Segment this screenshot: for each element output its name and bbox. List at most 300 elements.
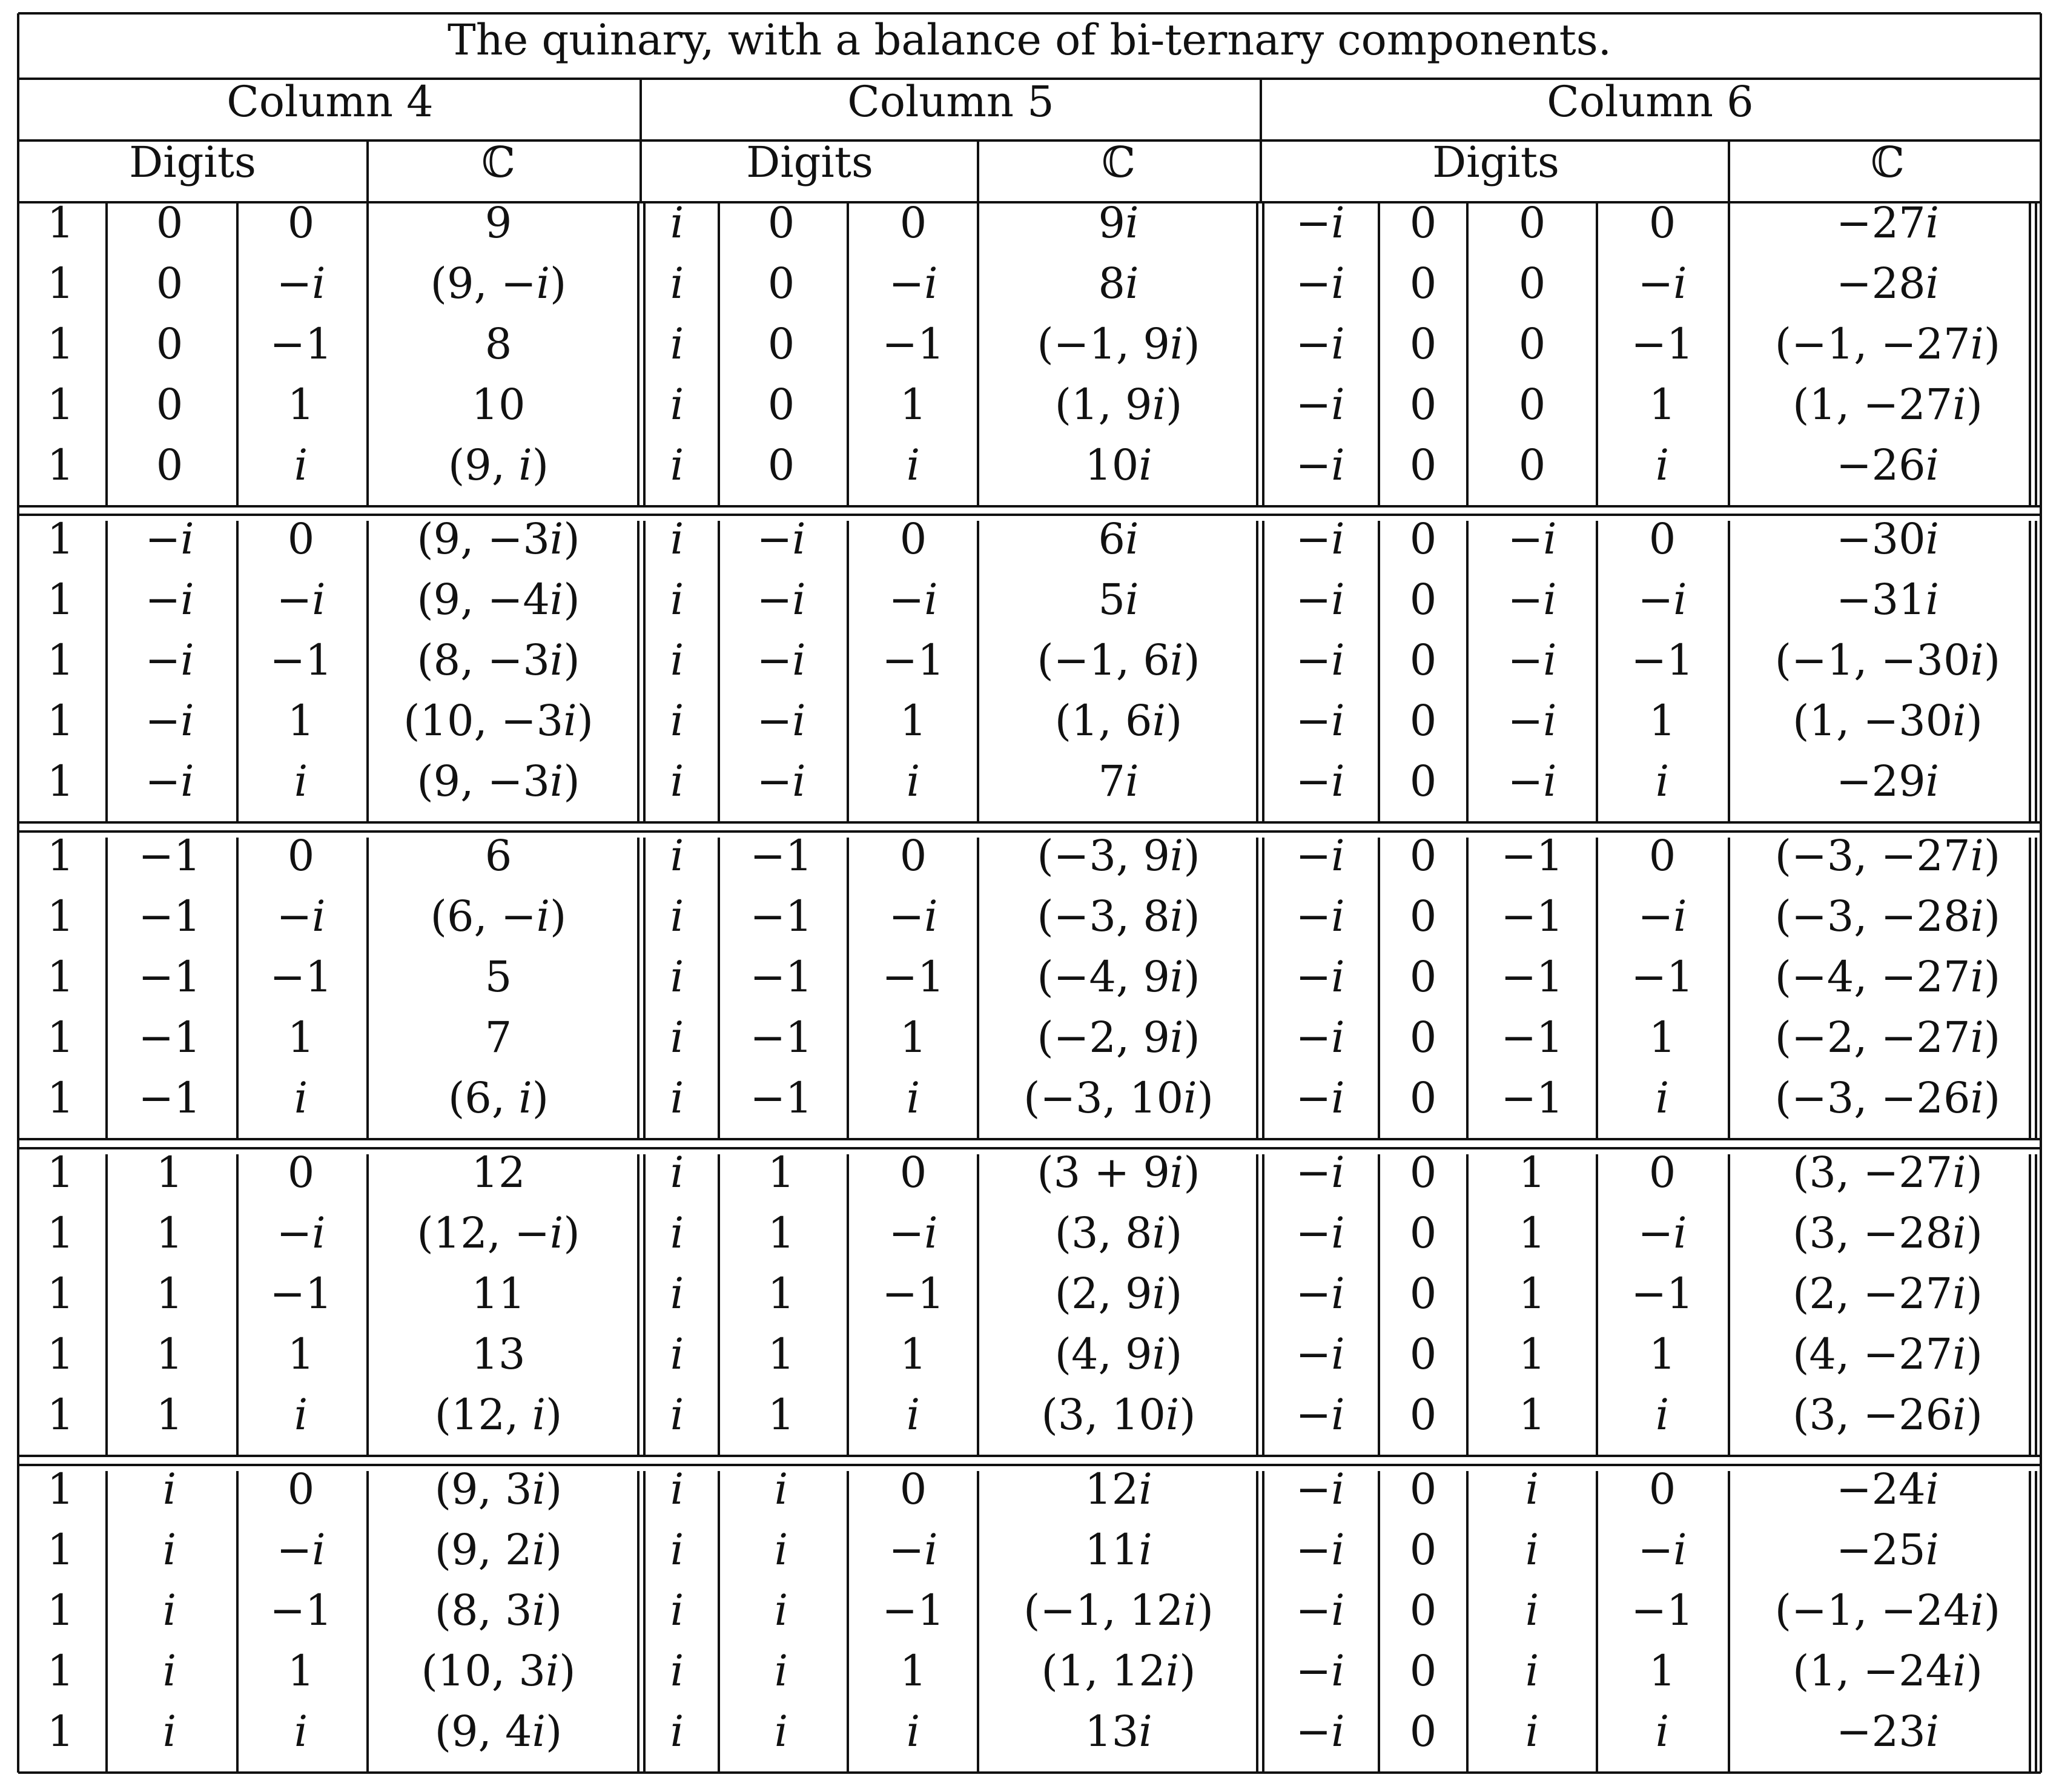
column-4-header: Column 4 bbox=[226, 77, 434, 127]
column-4-digit: −i bbox=[276, 891, 326, 941]
column-4-value: 8 bbox=[484, 319, 512, 369]
column-4-value: (10, 3i) bbox=[421, 1646, 576, 1696]
column-4-value: 11 bbox=[471, 1269, 526, 1318]
column-4-digit: 1 bbox=[47, 575, 74, 624]
column-6-digit: −1 bbox=[1631, 1585, 1694, 1635]
column-6-value: −23i bbox=[1836, 1707, 1940, 1756]
column-6-digit: 1 bbox=[1648, 1013, 1676, 1062]
column-6-complex-header: ℂ bbox=[1871, 137, 1905, 187]
column-6-digit: 0 bbox=[1409, 831, 1437, 881]
column-5-digit: i bbox=[670, 380, 684, 429]
column-5-digit: 0 bbox=[767, 440, 795, 490]
column-6-digit: 0 bbox=[1409, 198, 1437, 248]
column-5-digit: −1 bbox=[750, 952, 813, 1002]
column-6-digit: −1 bbox=[1501, 891, 1564, 941]
column-6-digit: −i bbox=[1295, 696, 1345, 746]
column-4-digit: −i bbox=[145, 575, 194, 624]
column-5-digit: −i bbox=[756, 514, 806, 564]
column-6-digit: −i bbox=[1295, 952, 1345, 1002]
column-5-digit: i bbox=[670, 891, 684, 941]
column-6-digit: −i bbox=[1507, 635, 1557, 685]
column-6-digit: 0 bbox=[1409, 1269, 1437, 1318]
column-5-value: (3 + 9i) bbox=[1037, 1148, 1200, 1197]
column-6-digit: −i bbox=[1507, 514, 1557, 564]
column-6-value: −29i bbox=[1836, 756, 1940, 806]
column-4-digit: 1 bbox=[47, 1525, 74, 1575]
column-6-value: (3, −27i) bbox=[1793, 1148, 1983, 1197]
column-5-digit: 0 bbox=[899, 1464, 927, 1514]
column-4-digit: 0 bbox=[156, 319, 183, 369]
column-6-digit: 0 bbox=[1409, 1464, 1437, 1514]
column-5-value: (2, 9i) bbox=[1054, 1269, 1183, 1318]
column-6-digit: 0 bbox=[1409, 514, 1437, 564]
column-4-digit: 1 bbox=[47, 259, 74, 308]
column-4-digit: 1 bbox=[287, 380, 315, 429]
column-6-digits-header: Digits bbox=[1432, 137, 1559, 187]
column-5-value: (−3, 9i) bbox=[1037, 831, 1200, 881]
column-4-digit: −i bbox=[145, 635, 194, 685]
column-5-digit: i bbox=[670, 440, 684, 490]
column-4-digit: −1 bbox=[269, 635, 332, 685]
column-5-digit: −i bbox=[888, 1525, 938, 1575]
column-4-digit: 1 bbox=[287, 1646, 315, 1696]
column-6-digit: 0 bbox=[1409, 319, 1437, 369]
column-4-digit: 1 bbox=[156, 1269, 183, 1318]
column-6-digit: 0 bbox=[1409, 1208, 1437, 1258]
column-6-value: (−3, −27i) bbox=[1774, 831, 2001, 881]
column-4-digit: 1 bbox=[47, 440, 74, 490]
column-5-digit: 1 bbox=[899, 1329, 927, 1379]
column-6-value: −31i bbox=[1836, 575, 1940, 624]
column-4-digit: 0 bbox=[287, 514, 315, 564]
column-5-value: 9i bbox=[1098, 198, 1139, 248]
column-4-digit: −i bbox=[145, 696, 194, 746]
column-4-digit: 1 bbox=[47, 635, 74, 685]
column-4-digit: 1 bbox=[287, 1329, 315, 1379]
column-6-digit: 0 bbox=[1648, 831, 1676, 881]
column-5-digit: i bbox=[774, 1707, 788, 1756]
column-6-digit: 1 bbox=[1648, 1329, 1676, 1379]
column-5-digit: 1 bbox=[767, 1329, 795, 1379]
column-4-digit: 0 bbox=[287, 198, 315, 248]
column-4-digit: i bbox=[162, 1646, 177, 1696]
column-6-digit: 1 bbox=[1518, 1390, 1546, 1440]
column-4-complex-header: ℂ bbox=[481, 137, 515, 187]
column-4-value: (10, −3i) bbox=[403, 696, 593, 746]
column-6-digit: 0 bbox=[1518, 319, 1546, 369]
column-5-digit: i bbox=[670, 831, 684, 881]
column-5-digit: −1 bbox=[882, 1269, 945, 1318]
column-5-digit: −i bbox=[888, 575, 938, 624]
column-6-digit: −i bbox=[1638, 1525, 1687, 1575]
column-5-digit: i bbox=[774, 1464, 788, 1514]
column-6-digit: 0 bbox=[1518, 198, 1546, 248]
column-6-digit: −i bbox=[1295, 756, 1345, 806]
column-6-digit: −i bbox=[1295, 1646, 1345, 1696]
table-headers bbox=[129, 15, 1905, 187]
column-6-digit: −i bbox=[1295, 380, 1345, 429]
column-6-digit: −1 bbox=[1501, 831, 1564, 881]
column-6-digit: −i bbox=[1295, 440, 1345, 490]
column-6-digit: 1 bbox=[1648, 696, 1676, 746]
column-4-digit: 0 bbox=[287, 1464, 315, 1514]
column-4-digit: i bbox=[162, 1707, 177, 1756]
column-6-digit: i bbox=[1655, 1707, 1670, 1756]
column-6-digit: 1 bbox=[1648, 380, 1676, 429]
column-5-value: (3, 10i) bbox=[1041, 1390, 1196, 1440]
column-6-digit: −i bbox=[1295, 198, 1345, 248]
column-5-digit: −1 bbox=[750, 831, 813, 881]
column-5-digit: −i bbox=[756, 635, 806, 685]
column-4-digit: −i bbox=[276, 1525, 326, 1575]
column-5-digit: i bbox=[670, 1464, 684, 1514]
column-6-value: −30i bbox=[1836, 514, 1940, 564]
column-6-digit: −i bbox=[1295, 1464, 1345, 1514]
column-5-value: (−2, 9i) bbox=[1037, 1013, 1200, 1062]
column-5-digit: i bbox=[670, 1525, 684, 1575]
column-4-digit: 1 bbox=[47, 1646, 74, 1696]
column-5-digit: −1 bbox=[882, 635, 945, 685]
column-5-digit: i bbox=[670, 514, 684, 564]
column-6-digit: 0 bbox=[1648, 198, 1676, 248]
column-5-digit: i bbox=[774, 1525, 788, 1575]
column-4-digit: 1 bbox=[47, 891, 74, 941]
column-6-digit: 1 bbox=[1518, 1269, 1546, 1318]
column-6-digit: 1 bbox=[1518, 1148, 1546, 1197]
column-5-digit: 1 bbox=[767, 1148, 795, 1197]
column-6-digit: 0 bbox=[1648, 514, 1676, 564]
column-5-value: 10i bbox=[1085, 440, 1152, 490]
column-5-digit: i bbox=[906, 1390, 920, 1440]
table-body bbox=[47, 198, 2000, 1756]
column-6-digit: 1 bbox=[1648, 1646, 1676, 1696]
column-6-digit: i bbox=[1655, 1073, 1670, 1123]
column-6-digit: i bbox=[1655, 440, 1670, 490]
column-4-value: (9, 3i) bbox=[434, 1464, 563, 1514]
column-5-digit: i bbox=[670, 1208, 684, 1258]
column-6-digit: i bbox=[1525, 1464, 1539, 1514]
column-4-digit: 1 bbox=[47, 380, 74, 429]
column-6-digit: −i bbox=[1295, 259, 1345, 308]
column-4-digit: 1 bbox=[287, 1013, 315, 1062]
column-5-digit: −1 bbox=[882, 952, 945, 1002]
column-5-digit: i bbox=[670, 1148, 684, 1197]
column-5-digit: −i bbox=[756, 696, 806, 746]
column-5-value: (−1, 9i) bbox=[1037, 319, 1200, 369]
column-6-digit: 0 bbox=[1648, 1148, 1676, 1197]
column-6-digit: −i bbox=[1295, 1329, 1345, 1379]
column-6-digit: 0 bbox=[1518, 440, 1546, 490]
column-5-digit: −i bbox=[888, 259, 938, 308]
column-4-digit: 1 bbox=[47, 756, 74, 806]
column-5-digit: 1 bbox=[767, 1208, 795, 1258]
column-4-value: 6 bbox=[484, 831, 512, 881]
column-5-digit: 1 bbox=[899, 696, 927, 746]
column-4-digit: −1 bbox=[269, 1585, 332, 1635]
column-6-digit: −i bbox=[1638, 891, 1687, 941]
column-4-digit: 1 bbox=[47, 1208, 74, 1258]
column-6-digit: 0 bbox=[1409, 891, 1437, 941]
column-4-digit: i bbox=[162, 1585, 177, 1635]
column-4-digit: 1 bbox=[156, 1390, 183, 1440]
column-5-digit: 1 bbox=[899, 1646, 927, 1696]
column-6-value: (1, −24i) bbox=[1793, 1646, 1983, 1696]
column-4-digit: −i bbox=[276, 1208, 326, 1258]
column-5-digit: i bbox=[670, 319, 684, 369]
column-5-digit: −i bbox=[888, 1208, 938, 1258]
column-5-value: 12i bbox=[1085, 1464, 1152, 1514]
column-4-digit: −1 bbox=[138, 1013, 201, 1062]
column-4-digit: −i bbox=[145, 756, 194, 806]
column-4-value: (8, −3i) bbox=[417, 635, 580, 685]
column-6-digit: 0 bbox=[1409, 635, 1437, 685]
column-4-digit: 1 bbox=[47, 514, 74, 564]
column-4-value: (6, −i) bbox=[430, 891, 567, 941]
column-5-complex-header: ℂ bbox=[1102, 137, 1135, 187]
column-6-value: (1, −30i) bbox=[1793, 696, 1983, 746]
column-6-digit: i bbox=[1525, 1525, 1539, 1575]
column-4-digit: −i bbox=[276, 575, 326, 624]
column-6-digit: 0 bbox=[1409, 575, 1437, 624]
column-5-digit: −i bbox=[756, 756, 806, 806]
column-4-digit: 0 bbox=[156, 440, 183, 490]
column-6-digit: 0 bbox=[1409, 380, 1437, 429]
column-6-value: (1, −27i) bbox=[1793, 380, 1983, 429]
column-4-digit: 1 bbox=[47, 952, 74, 1002]
column-5-digit: 0 bbox=[899, 514, 927, 564]
column-5-digit: −1 bbox=[882, 1585, 945, 1635]
column-4-digit: i bbox=[294, 1707, 308, 1756]
column-5-digit: i bbox=[670, 1646, 684, 1696]
column-5-value: (−1, 6i) bbox=[1037, 635, 1200, 685]
column-5-digit: i bbox=[774, 1585, 788, 1635]
column-6-digit: −i bbox=[1295, 1390, 1345, 1440]
column-6-value: −27i bbox=[1836, 198, 1940, 248]
column-4-value: (12, i) bbox=[434, 1390, 563, 1440]
column-6-digit: −1 bbox=[1631, 635, 1694, 685]
column-4-value: (9, −i) bbox=[430, 259, 567, 308]
column-5-value: (1, 9i) bbox=[1054, 380, 1183, 429]
column-4-value: 5 bbox=[484, 952, 512, 1002]
column-6-digit: 0 bbox=[1409, 440, 1437, 490]
column-4-digit: 1 bbox=[47, 1329, 74, 1379]
column-4-value: (9, 2i) bbox=[434, 1525, 563, 1575]
column-4-value: 13 bbox=[471, 1329, 526, 1379]
column-4-digit: 1 bbox=[47, 696, 74, 746]
column-5-digit: i bbox=[670, 575, 684, 624]
column-6-digit: 1 bbox=[1518, 1329, 1546, 1379]
column-6-digit: −i bbox=[1638, 575, 1687, 624]
column-4-digit: 1 bbox=[47, 1390, 74, 1440]
column-5-digit: 1 bbox=[899, 1013, 927, 1062]
column-4-digit: −1 bbox=[269, 952, 332, 1002]
column-6-digit: −i bbox=[1295, 1707, 1345, 1756]
column-6-digit: −i bbox=[1638, 1208, 1687, 1258]
column-6-digit: 0 bbox=[1518, 259, 1546, 308]
column-5-value: (−4, 9i) bbox=[1037, 952, 1200, 1002]
column-5-digit: −i bbox=[756, 575, 806, 624]
column-6-digit: −i bbox=[1507, 756, 1557, 806]
column-6-value: −28i bbox=[1836, 259, 1940, 308]
column-5-value: 5i bbox=[1098, 575, 1139, 624]
column-4-digit: −i bbox=[145, 514, 194, 564]
column-6-digit: 0 bbox=[1648, 1464, 1676, 1514]
column-4-value: 12 bbox=[471, 1148, 526, 1197]
column-4-digit: 1 bbox=[47, 198, 74, 248]
column-6-value: −26i bbox=[1836, 440, 1940, 490]
column-6-value: (−1, −24i) bbox=[1774, 1585, 2001, 1635]
column-5-value: (−3, 10i) bbox=[1023, 1073, 1214, 1123]
column-6-digit: −i bbox=[1295, 1073, 1345, 1123]
column-4-digit: 1 bbox=[47, 1269, 74, 1318]
column-4-digit: 1 bbox=[47, 1464, 74, 1514]
column-6-digit: −i bbox=[1295, 1525, 1345, 1575]
column-5-digit: −i bbox=[888, 891, 938, 941]
column-5-digit: i bbox=[670, 1013, 684, 1062]
column-4-digit: −1 bbox=[269, 319, 332, 369]
column-4-digit: −1 bbox=[138, 1073, 201, 1123]
column-6-digit: −i bbox=[1295, 514, 1345, 564]
column-6-digit: −i bbox=[1295, 831, 1345, 881]
column-5-value: 13i bbox=[1085, 1707, 1152, 1756]
column-5-digit: i bbox=[670, 952, 684, 1002]
column-6-value: (−4, −27i) bbox=[1774, 952, 2001, 1002]
column-4-digit: 0 bbox=[287, 831, 315, 881]
column-6-digit: 0 bbox=[1409, 1646, 1437, 1696]
column-6-value: (3, −28i) bbox=[1793, 1208, 1983, 1258]
column-5-value: (4, 9i) bbox=[1054, 1329, 1183, 1379]
column-4-digit: 0 bbox=[287, 1148, 315, 1197]
column-4-value: (9, −4i) bbox=[417, 575, 580, 624]
column-5-digit: −1 bbox=[750, 1073, 813, 1123]
column-5-value: 8i bbox=[1098, 259, 1139, 308]
column-6-value: (−3, −28i) bbox=[1774, 891, 2001, 941]
column-4-digit: 1 bbox=[47, 1013, 74, 1062]
column-6-digit: −i bbox=[1295, 575, 1345, 624]
column-5-digit: 0 bbox=[899, 1148, 927, 1197]
column-6-header: Column 6 bbox=[1547, 77, 1754, 127]
column-6-digit: i bbox=[1525, 1707, 1539, 1756]
column-4-value: (9, i) bbox=[448, 440, 549, 490]
column-6-digit: 0 bbox=[1409, 1329, 1437, 1379]
column-6-digit: 0 bbox=[1409, 259, 1437, 308]
column-5-digit: i bbox=[670, 635, 684, 685]
column-4-value: 9 bbox=[484, 198, 512, 248]
column-5-digit: 0 bbox=[899, 831, 927, 881]
column-5-digit: i bbox=[670, 1585, 684, 1635]
column-5-digit: 1 bbox=[767, 1390, 795, 1440]
column-6-digit: 0 bbox=[1409, 1148, 1437, 1197]
column-4-digit: 0 bbox=[156, 198, 183, 248]
column-6-digit: 0 bbox=[1409, 1013, 1437, 1062]
column-6-value: (−2, −27i) bbox=[1774, 1013, 2001, 1062]
column-6-value: (−1, −27i) bbox=[1774, 319, 2001, 369]
column-6-value: −24i bbox=[1836, 1464, 1940, 1514]
column-4-digit: 0 bbox=[156, 259, 183, 308]
column-6-digit: −i bbox=[1295, 319, 1345, 369]
column-5-digit: i bbox=[906, 756, 920, 806]
column-6-value: (4, −27i) bbox=[1793, 1329, 1983, 1379]
column-6-digit: i bbox=[1525, 1646, 1539, 1696]
column-4-digit: 1 bbox=[287, 696, 315, 746]
column-5-digit: i bbox=[670, 198, 684, 248]
column-4-digit: 1 bbox=[156, 1148, 183, 1197]
column-5-digit: 0 bbox=[767, 319, 795, 369]
column-4-value: (9, −3i) bbox=[417, 514, 580, 564]
column-4-digit: 1 bbox=[47, 319, 74, 369]
column-4-value: (9, 4i) bbox=[434, 1707, 563, 1756]
column-5-digit: i bbox=[670, 1390, 684, 1440]
column-5-value: 6i bbox=[1098, 514, 1139, 564]
column-5-value: (1, 12i) bbox=[1041, 1646, 1196, 1696]
column-6-digit: 0 bbox=[1409, 1073, 1437, 1123]
column-5-value: (1, 6i) bbox=[1054, 696, 1183, 746]
column-4-digits-header: Digits bbox=[129, 137, 256, 187]
column-6-digit: −i bbox=[1507, 575, 1557, 624]
column-4-digit: 1 bbox=[47, 1073, 74, 1123]
column-5-value: (−3, 8i) bbox=[1037, 891, 1200, 941]
column-5-digit: 0 bbox=[767, 198, 795, 248]
column-6-digit: 0 bbox=[1409, 1390, 1437, 1440]
column-6-value: (2, −27i) bbox=[1793, 1269, 1983, 1318]
column-5-digit: i bbox=[670, 1707, 684, 1756]
column-6-digit: 0 bbox=[1409, 696, 1437, 746]
column-4-value: (6, i) bbox=[448, 1073, 549, 1123]
column-4-digit: i bbox=[294, 756, 308, 806]
column-6-value: (3, −26i) bbox=[1793, 1390, 1983, 1440]
column-6-digit: 0 bbox=[1409, 756, 1437, 806]
column-5-digit: i bbox=[670, 1329, 684, 1379]
column-6-digit: −i bbox=[1638, 259, 1687, 308]
column-5-value: (3, 8i) bbox=[1054, 1208, 1183, 1258]
column-4-value: (9, −3i) bbox=[417, 756, 580, 806]
column-6-digit: −1 bbox=[1631, 319, 1694, 369]
column-5-value: (−1, 12i) bbox=[1023, 1585, 1214, 1635]
column-6-digit: 0 bbox=[1409, 952, 1437, 1002]
table-title: The quinary, with a balance of bi-ternary components. bbox=[448, 15, 1611, 65]
column-5-digit: 1 bbox=[767, 1269, 795, 1318]
column-6-digit: i bbox=[1655, 756, 1670, 806]
column-5-digit: −1 bbox=[750, 1013, 813, 1062]
column-4-digit: −1 bbox=[138, 891, 201, 941]
column-4-digit: −1 bbox=[138, 952, 201, 1002]
column-4-digit: 1 bbox=[156, 1329, 183, 1379]
column-4-digit: 1 bbox=[47, 831, 74, 881]
column-5-value: 7i bbox=[1098, 756, 1139, 806]
column-4-digit: 1 bbox=[47, 1707, 74, 1756]
column-5-digit: i bbox=[670, 696, 684, 746]
column-4-value: (12, −i) bbox=[417, 1208, 580, 1258]
column-6-digit: 1 bbox=[1518, 1208, 1546, 1258]
column-5-digit: i bbox=[670, 259, 684, 308]
column-6-digit: 0 bbox=[1409, 1525, 1437, 1575]
column-4-digit: 1 bbox=[47, 1148, 74, 1197]
column-5-digit: i bbox=[906, 1073, 920, 1123]
column-6-digit: −1 bbox=[1501, 952, 1564, 1002]
column-5-digit: 0 bbox=[767, 259, 795, 308]
column-6-digit: 0 bbox=[1409, 1707, 1437, 1756]
column-6-digit: −i bbox=[1295, 891, 1345, 941]
column-6-digit: 0 bbox=[1409, 1585, 1437, 1635]
column-4-digit: i bbox=[162, 1525, 177, 1575]
column-5-digit: −1 bbox=[750, 891, 813, 941]
column-6-digit: i bbox=[1525, 1585, 1539, 1635]
column-5-digit: 1 bbox=[899, 380, 927, 429]
column-5-digit: i bbox=[906, 1707, 920, 1756]
column-5-digit: i bbox=[774, 1646, 788, 1696]
column-5-digit: i bbox=[906, 440, 920, 490]
column-4-value: (8, 3i) bbox=[434, 1585, 563, 1635]
